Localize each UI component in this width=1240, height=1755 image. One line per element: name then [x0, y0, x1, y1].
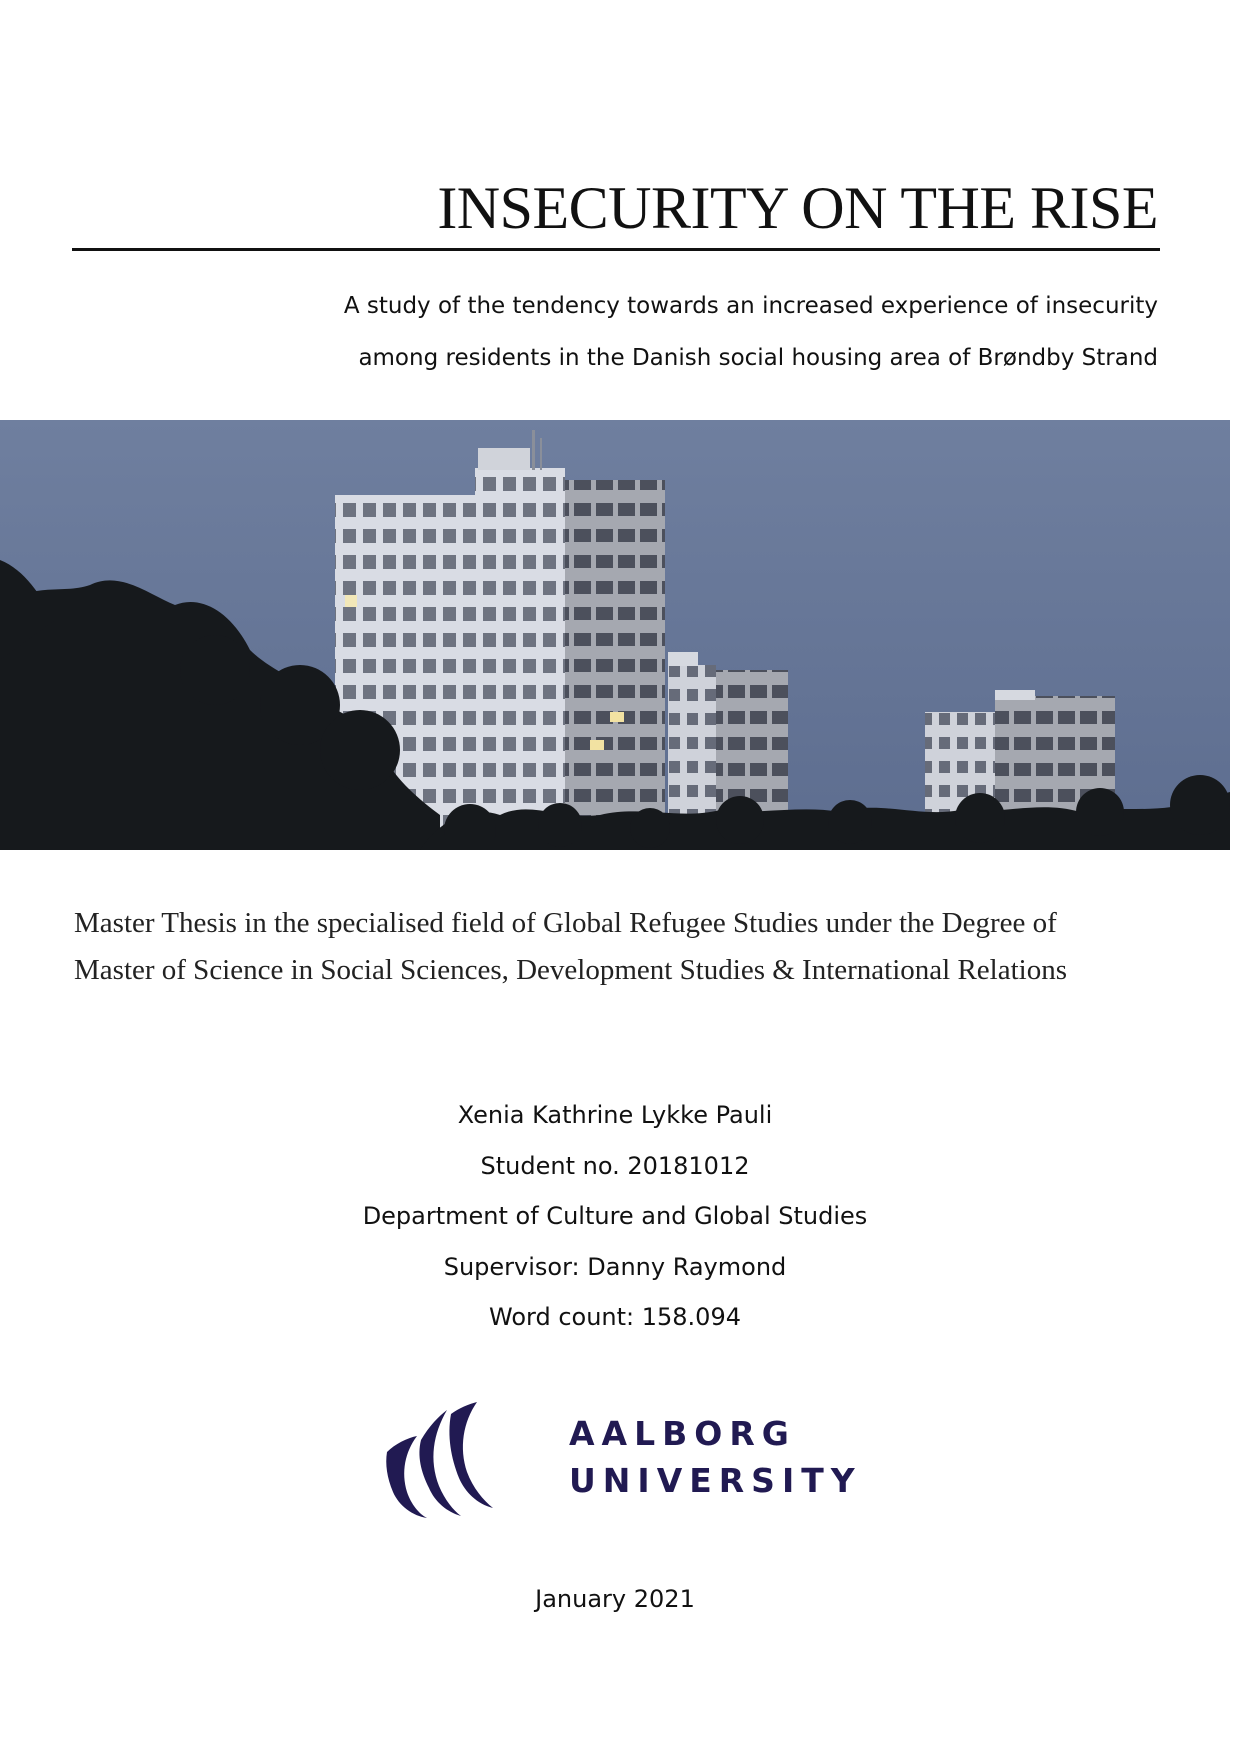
degree-line-2: Master of Science in Social Sciences, Development Studies & International Relations: [74, 954, 1067, 986]
subtitle-line-2: among residents in the Danish social housing area of Brøndby Strand: [358, 345, 1158, 371]
page-title: INSECURITY ON THE RISE: [437, 175, 1158, 241]
student-number: Student no. 20181012: [480, 1151, 750, 1180]
subtitle-line-1: A study of the tendency towards an increased experience of insecurity: [343, 293, 1158, 319]
degree-line-1: Master Thesis in the specialised field of Global Refugee Studies under the Degree of: [74, 907, 1057, 939]
degree-description: [74, 900, 1184, 994]
word-count: Word count: 158.094: [489, 1303, 741, 1331]
aalborg-wave-icon: [385, 1400, 495, 1520]
title-rule: [72, 248, 1160, 251]
university-logo: [385, 1400, 862, 1520]
logo-text: [569, 1410, 862, 1504]
logo-line-2: UNIVERSITY: [569, 1461, 862, 1500]
subtitle: [158, 280, 1158, 384]
author-name: Xenia Kathrine Lykke Pauli: [457, 1101, 773, 1129]
date: January 2021: [535, 1585, 695, 1613]
supervisor: Supervisor: Danny Raymond: [443, 1252, 787, 1281]
cover-photo: [0, 420, 1230, 850]
logo-line-1: AALBORG: [569, 1414, 796, 1453]
author-info: [0, 1090, 1230, 1343]
department: Department of Culture and Global Studies: [362, 1202, 868, 1230]
